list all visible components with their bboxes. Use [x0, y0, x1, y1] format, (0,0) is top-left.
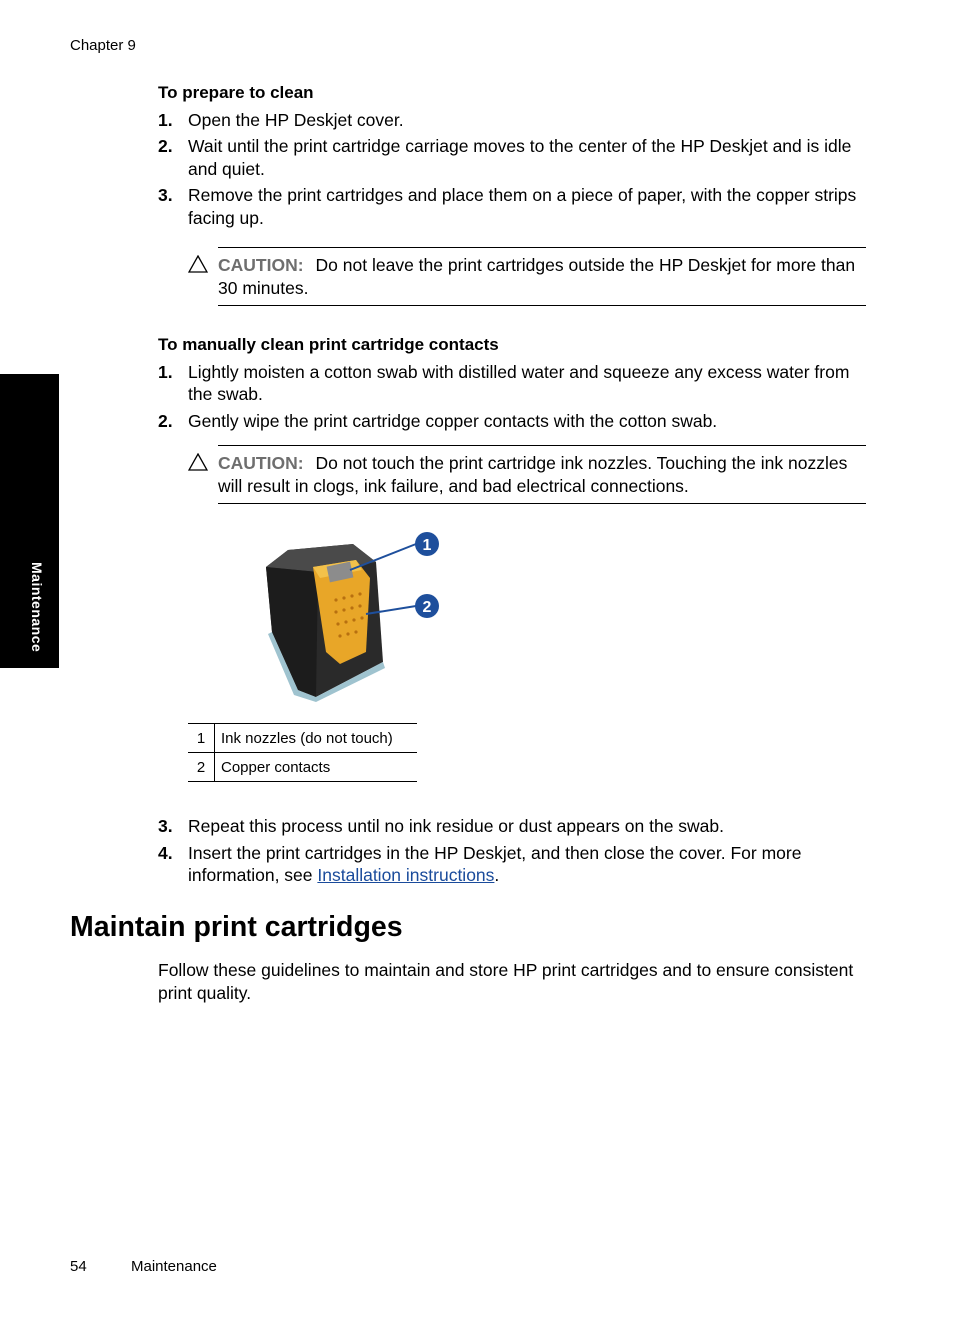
step-number: 3. [158, 816, 173, 836]
cleaning-instructions [158, 82, 866, 504]
page-number: 54 [70, 1258, 87, 1275]
legend-text: Copper contacts [215, 753, 418, 782]
step-text: Remove the print cartridges and place them on a piece of paper, with the copper strips facing up. [188, 185, 857, 228]
caution-label: CAUTION: [218, 453, 304, 473]
list-item [158, 184, 866, 229]
list-item [158, 135, 866, 180]
section-title: Maintain print cartridges [70, 911, 403, 943]
caution-text: Do not leave the print cartridges outside the HP Deskjet for more than 30 minutes. [218, 255, 856, 298]
manual-clean-steps-after [158, 815, 866, 887]
step-number: 4. [158, 842, 173, 863]
step-text: Lightly moisten a cotton swab with distilled water and squeeze any excess water from the swab. [188, 361, 850, 404]
legend-text: Ink nozzles (do not touch) [215, 724, 418, 753]
table-row [188, 753, 417, 782]
print-cartridge-illustration [258, 522, 448, 702]
prepare-heading: To prepare to clean [158, 83, 314, 102]
installation-instructions-link[interactable]: Installation instructions [317, 865, 495, 885]
callout-number: 1 [422, 537, 432, 554]
figure-legend-table [188, 723, 417, 782]
list-item [158, 361, 866, 406]
cleaning-steps-continued [158, 815, 866, 891]
legend-number: 2 [188, 753, 215, 782]
caution-text: Do not touch the print cartridge ink nozzles. Touching the ink nozzles will result in clogs, ink failure, and bad electrical connections. [218, 453, 848, 496]
step-text: Insert the print cartridges in the HP Deskjet, and then close the cover. For more information, see [188, 842, 802, 885]
list-item [158, 410, 866, 433]
step-text-end: . [494, 865, 500, 885]
manual-clean-steps [158, 361, 866, 433]
list-item [158, 815, 866, 838]
side-tab-label: Maintenance [29, 562, 45, 653]
step-text: Open the HP Deskjet cover. [188, 109, 404, 130]
step-number: 1. [158, 109, 173, 130]
chapter-label: Chapter 9 [70, 37, 136, 54]
warning-triangle-icon [188, 453, 208, 471]
footer-title: Maintenance [131, 1258, 217, 1275]
step-text: Wait until the print cartridge carriage moves to the center of the HP Deskjet and is idle and quiet. [188, 136, 852, 179]
step-number: 1. [158, 361, 173, 382]
step-number: 2. [158, 410, 173, 431]
caution-box [218, 247, 866, 306]
prepare-steps [158, 109, 866, 230]
caution-box [218, 445, 866, 504]
manual-clean-heading: To manually clean print cartridge contacts [158, 335, 499, 354]
warning-triangle-icon [188, 255, 208, 273]
step-number: 3. [158, 185, 173, 205]
list-item [158, 842, 866, 887]
step-text: Repeat this process until no ink residue or dust appears on the swab. [188, 816, 725, 836]
callout-number: 2 [422, 599, 432, 616]
section-intro: Follow these guidelines to maintain and store HP print cartridges and to ensure consistent print quality. [158, 960, 854, 1003]
legend-number: 1 [188, 724, 215, 753]
table-row [188, 724, 417, 753]
step-number: 2. [158, 136, 173, 156]
caution-label: CAUTION: [218, 255, 304, 275]
list-item [158, 109, 866, 132]
step-text: Gently wipe the print cartridge copper contacts with the cotton swab. [188, 410, 718, 431]
